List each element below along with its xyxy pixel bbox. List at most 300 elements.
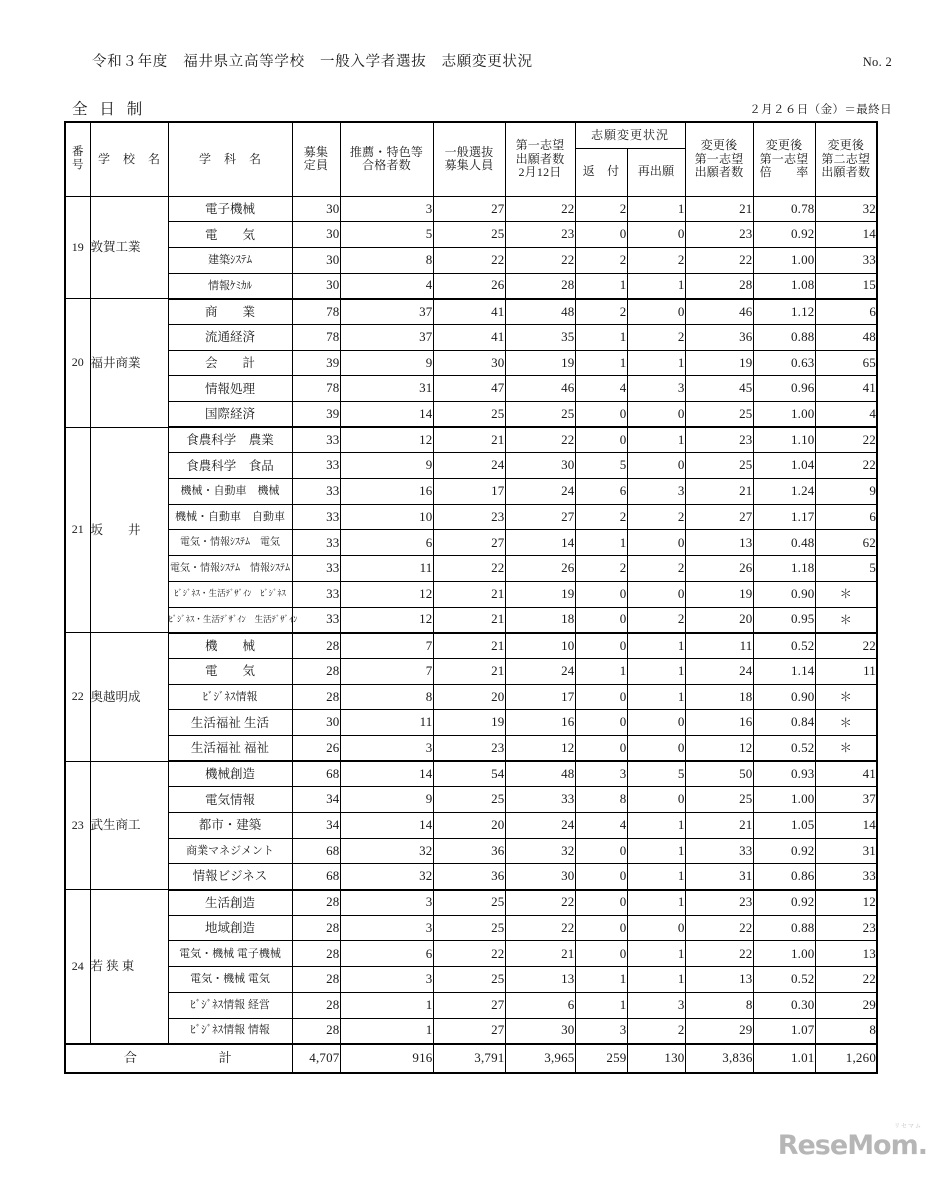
table-header (65, 122, 877, 196)
department-name: ﾋﾞｼﾞﾈｽ情報 情報 (168, 1018, 292, 1044)
table-row (65, 453, 877, 479)
total-label-right: 計 (218, 1049, 234, 1065)
watermark-ruby: リセマム (894, 1123, 922, 1130)
document-header (92, 50, 892, 71)
after-second-value: 33 (815, 247, 877, 273)
after-ratio-value: 1.14 (753, 658, 815, 684)
recommended-value: 14 (340, 402, 433, 428)
after-first-value: 19 (685, 581, 753, 607)
table-row (65, 273, 877, 299)
col-header-department: 学 科 名 (168, 122, 292, 196)
returned-value: 0 (575, 581, 627, 607)
total-after-second: 1,260 (815, 1044, 877, 1073)
quota-value: 28 (292, 1018, 340, 1044)
returned-value: 2 (575, 299, 627, 325)
general-quota-value: 21 (433, 633, 505, 659)
after-ratio-value: 1.10 (753, 427, 815, 453)
recommended-value: 11 (340, 556, 433, 582)
after-first-value: 33 (685, 838, 753, 864)
after-ratio-value: 0.90 (753, 581, 815, 607)
first-choice-value: 18 (505, 607, 575, 633)
quota-value: 28 (292, 658, 340, 684)
after-first-value: 12 (685, 735, 753, 761)
returned-value: 2 (575, 247, 627, 273)
school-name: 武生商工 (90, 761, 168, 889)
first-choice-value: 22 (505, 427, 575, 453)
table-row (65, 967, 877, 993)
after-second-value: 22 (815, 633, 877, 659)
col-header-returned: 返 付 (575, 148, 627, 196)
quota-value: 33 (292, 607, 340, 633)
department-name: 地域創造 (168, 915, 292, 941)
after-ratio-value: 0.95 (753, 607, 815, 633)
quota-value: 28 (292, 915, 340, 941)
recommended-value: 12 (340, 581, 433, 607)
after-first-value: 27 (685, 504, 753, 530)
reapplied-value: 2 (627, 607, 685, 633)
col-header-recommended: 推薦・特色等 合格者数 (340, 122, 433, 196)
reapplied-value: 2 (627, 504, 685, 530)
returned-value: 0 (575, 402, 627, 428)
table-row (65, 915, 877, 941)
after-ratio-value: 1.00 (753, 402, 815, 428)
after-ratio-value: 0.93 (753, 761, 815, 787)
after-ratio-value: 0.88 (753, 915, 815, 941)
school-number: 19 (65, 196, 90, 299)
first-choice-value: 22 (505, 915, 575, 941)
after-first-value: 28 (685, 273, 753, 299)
table-row (65, 813, 877, 839)
general-quota-value: 27 (433, 196, 505, 222)
table-row (65, 324, 877, 350)
recommended-value: 37 (340, 299, 433, 325)
quota-value: 33 (292, 581, 340, 607)
after-ratio-value: 0.90 (753, 684, 815, 710)
table-row (65, 479, 877, 505)
after-second-value: 14 (815, 813, 877, 839)
school-number: 24 (65, 890, 90, 1044)
quota-value: 34 (292, 787, 340, 813)
after-second-value: 22 (815, 453, 877, 479)
returned-value: 0 (575, 684, 627, 710)
recommended-value: 14 (340, 813, 433, 839)
general-quota-value: 23 (433, 504, 505, 530)
general-quota-value: 25 (433, 787, 505, 813)
after-ratio-value: 1.04 (753, 453, 815, 479)
returned-value: 0 (575, 941, 627, 967)
reapplied-value: 1 (627, 864, 685, 890)
returned-value: 2 (575, 504, 627, 530)
recommended-value: 3 (340, 967, 433, 993)
quota-value: 33 (292, 504, 340, 530)
recommended-value: 11 (340, 710, 433, 736)
first-choice-value: 24 (505, 813, 575, 839)
total-recommended: 916 (340, 1044, 433, 1073)
reapplied-value: 2 (627, 247, 685, 273)
recommended-value: 3 (340, 915, 433, 941)
after-second-value: 33 (815, 864, 877, 890)
department-name: 電子機械 (168, 196, 292, 222)
after-first-value: 45 (685, 376, 753, 402)
department-name: 情報ｹﾐｶﾙ (168, 273, 292, 299)
general-quota-value: 22 (433, 247, 505, 273)
first-choice-value: 25 (505, 402, 575, 428)
after-first-value: 21 (685, 196, 753, 222)
table-row (65, 504, 877, 530)
reapplied-value: 1 (627, 427, 685, 453)
after-first-value: 22 (685, 915, 753, 941)
table-row (65, 735, 877, 761)
general-quota-value: 21 (433, 607, 505, 633)
after-ratio-value: 0.92 (753, 890, 815, 916)
first-choice-value: 27 (505, 504, 575, 530)
first-choice-value: 23 (505, 222, 575, 248)
table-row (65, 1018, 877, 1044)
recommended-value: 31 (340, 376, 433, 402)
page-title: 令和３年度 福井県立高等学校 一般入学者選抜 志願変更状況 (92, 54, 533, 70)
general-quota-value: 47 (433, 376, 505, 402)
first-choice-value: 24 (505, 479, 575, 505)
recommended-value: 3 (340, 196, 433, 222)
total-label-left: 合 (123, 1049, 139, 1065)
after-second-value: 8 (815, 1018, 877, 1044)
general-quota-value: 27 (433, 530, 505, 556)
general-quota-value: 27 (433, 1018, 505, 1044)
after-ratio-value: 0.63 (753, 350, 815, 376)
after-first-value: 18 (685, 684, 753, 710)
after-first-value: 11 (685, 633, 753, 659)
general-quota-value: 22 (433, 941, 505, 967)
table-row (65, 710, 877, 736)
returned-value: 0 (575, 864, 627, 890)
general-quota-value: 41 (433, 299, 505, 325)
general-quota-value: 36 (433, 838, 505, 864)
after-first-value: 16 (685, 710, 753, 736)
department-name: ﾋﾞｼﾞﾈｽ・生活ﾃﾞｻﾞｲﾝ 生活ﾃﾞｻﾞｲﾝ (168, 607, 292, 633)
returned-value: 0 (575, 607, 627, 633)
recommended-value: 3 (340, 735, 433, 761)
quota-value: 34 (292, 813, 340, 839)
after-second-value: 6 (815, 299, 877, 325)
page-number: No. 2 (862, 55, 892, 69)
after-first-value: 13 (685, 530, 753, 556)
department-name: 電気・情報ｼｽﾃﾑ 情報ｼｽﾃﾑ (168, 556, 292, 582)
department-name: 機械・自動車 自動車 (168, 504, 292, 530)
after-second-value: 5 (815, 556, 877, 582)
quota-value: 26 (292, 735, 340, 761)
returned-value: 8 (575, 787, 627, 813)
table-row (65, 556, 877, 582)
recommended-value: 3 (340, 890, 433, 916)
general-quota-value: 19 (433, 710, 505, 736)
after-ratio-value: 0.96 (753, 376, 815, 402)
quota-value: 33 (292, 427, 340, 453)
after-ratio-value: 0.48 (753, 530, 815, 556)
after-second-value: ＊ (815, 735, 877, 761)
reapplied-value: 3 (627, 479, 685, 505)
recommended-value: 12 (340, 427, 433, 453)
department-name: 生活福祉 福祉 (168, 735, 292, 761)
recommended-value: 7 (340, 658, 433, 684)
first-choice-value: 6 (505, 992, 575, 1018)
total-first-choice: 3,965 (505, 1044, 575, 1073)
school-name: 福井商業 (90, 299, 168, 427)
general-quota-value: 21 (433, 427, 505, 453)
after-ratio-value: 0.78 (753, 196, 815, 222)
quota-value: 39 (292, 350, 340, 376)
general-quota-value: 25 (433, 402, 505, 428)
quota-value: 30 (292, 196, 340, 222)
quota-value: 28 (292, 890, 340, 916)
reapplied-value: 1 (627, 967, 685, 993)
department-name: 機械創造 (168, 761, 292, 787)
first-choice-value: 22 (505, 247, 575, 273)
department-name: 電 気 (168, 658, 292, 684)
table-row (65, 864, 877, 890)
reapplied-value: 0 (627, 787, 685, 813)
after-first-value: 21 (685, 479, 753, 505)
recommended-value: 7 (340, 633, 433, 659)
table-row (65, 787, 877, 813)
after-second-value: 4 (815, 402, 877, 428)
first-choice-value: 46 (505, 376, 575, 402)
table-row (65, 581, 877, 607)
reapplied-value: 0 (627, 735, 685, 761)
department-name: ﾋﾞｼﾞﾈｽ・生活ﾃﾞｻﾞｲﾝ ﾋﾞｼﾞﾈｽ (168, 581, 292, 607)
general-quota-value: 22 (433, 556, 505, 582)
school-number: 22 (65, 633, 90, 761)
quota-value: 39 (292, 402, 340, 428)
reapplied-value: 1 (627, 658, 685, 684)
recommended-value: 1 (340, 992, 433, 1018)
total-label (65, 1044, 292, 1073)
reapplied-value: 0 (627, 530, 685, 556)
reapplied-value: 0 (627, 453, 685, 479)
reapplied-value: 1 (627, 350, 685, 376)
quota-value: 78 (292, 299, 340, 325)
reapplied-value: 0 (627, 710, 685, 736)
returned-value: 2 (575, 196, 627, 222)
col-header-after-second-applicants: 変更後 第二志望 出願者数 (815, 122, 877, 196)
after-second-value: 14 (815, 222, 877, 248)
after-first-value: 19 (685, 350, 753, 376)
reapplied-value: 0 (627, 915, 685, 941)
reapplied-value: 2 (627, 324, 685, 350)
after-second-value: 37 (815, 787, 877, 813)
school-name: 敦賀工業 (90, 196, 168, 299)
quota-value: 68 (292, 838, 340, 864)
department-name: 電気・機械 電気 (168, 967, 292, 993)
after-second-value: 48 (815, 324, 877, 350)
reapplied-value: 0 (627, 581, 685, 607)
first-choice-value: 16 (505, 710, 575, 736)
quota-value: 68 (292, 761, 340, 787)
table-row (65, 247, 877, 273)
mode-label: 全 日 制 (72, 101, 147, 118)
quota-value: 78 (292, 324, 340, 350)
after-second-value: 62 (815, 530, 877, 556)
general-quota-value: 54 (433, 761, 505, 787)
general-quota-value: 25 (433, 890, 505, 916)
after-second-value: ＊ (815, 684, 877, 710)
after-second-value: ＊ (815, 581, 877, 607)
department-name: 電気情報 (168, 787, 292, 813)
table-row (65, 838, 877, 864)
after-first-value: 46 (685, 299, 753, 325)
department-name: 食農科学 食品 (168, 453, 292, 479)
quota-value: 33 (292, 453, 340, 479)
watermark-text (777, 1123, 927, 1161)
col-header-after-ratio: 変更後 第一志望 倍 率 (753, 122, 815, 196)
first-choice-value: 13 (505, 967, 575, 993)
general-quota-value: 23 (433, 735, 505, 761)
after-ratio-value: 1.12 (753, 299, 815, 325)
reapplied-value: 1 (627, 684, 685, 710)
after-first-value: 50 (685, 761, 753, 787)
table-body (65, 196, 877, 1073)
reapplied-value: 1 (627, 941, 685, 967)
after-ratio-value: 1.00 (753, 941, 815, 967)
after-first-value: 8 (685, 992, 753, 1018)
department-name: 国際経済 (168, 402, 292, 428)
school-name: 坂 井 (90, 427, 168, 633)
reapplied-value: 1 (627, 273, 685, 299)
returned-value: 5 (575, 453, 627, 479)
reapplied-value: 2 (627, 556, 685, 582)
recommended-value: 6 (340, 941, 433, 967)
first-choice-value: 26 (505, 556, 575, 582)
table-row (65, 350, 877, 376)
after-second-value: 9 (815, 479, 877, 505)
col-header-quota: 募集 定員 (292, 122, 340, 196)
returned-value: 1 (575, 350, 627, 376)
department-name: 電 気 (168, 222, 292, 248)
quota-value: 28 (292, 967, 340, 993)
admission-statistics-table (64, 121, 878, 1074)
school-number: 23 (65, 761, 90, 889)
table-row (65, 684, 877, 710)
quota-value: 78 (292, 376, 340, 402)
department-name: 流通経済 (168, 324, 292, 350)
table-row (65, 530, 877, 556)
first-choice-value: 48 (505, 761, 575, 787)
department-name: 商業マネジメント (168, 838, 292, 864)
after-first-value: 24 (685, 658, 753, 684)
after-second-value: 41 (815, 376, 877, 402)
reapplied-value: 1 (627, 813, 685, 839)
reapplied-value: 3 (627, 992, 685, 1018)
first-choice-value: 14 (505, 530, 575, 556)
after-ratio-value: 1.17 (753, 504, 815, 530)
returned-value: 3 (575, 1018, 627, 1044)
quota-value: 30 (292, 247, 340, 273)
reapplied-value: 3 (627, 376, 685, 402)
recommended-value: 8 (340, 247, 433, 273)
table-row (65, 761, 877, 787)
after-second-value: 41 (815, 761, 877, 787)
recommended-value: 10 (340, 504, 433, 530)
department-name: 建築ｼｽﾃﾑ (168, 247, 292, 273)
general-quota-value: 25 (433, 915, 505, 941)
school-number: 21 (65, 427, 90, 633)
after-first-value: 36 (685, 324, 753, 350)
returned-value: 0 (575, 710, 627, 736)
first-choice-value: 19 (505, 350, 575, 376)
quota-value: 33 (292, 530, 340, 556)
total-quota: 4,707 (292, 1044, 340, 1073)
first-choice-value: 17 (505, 684, 575, 710)
department-name: 電気・情報ｼｽﾃﾑ 電気 (168, 530, 292, 556)
recommended-value: 5 (340, 222, 433, 248)
general-quota-value: 21 (433, 581, 505, 607)
after-first-value: 26 (685, 556, 753, 582)
first-choice-value: 30 (505, 453, 575, 479)
quota-value: 30 (292, 222, 340, 248)
quota-value: 28 (292, 633, 340, 659)
recommended-value: 4 (340, 273, 433, 299)
table-row (65, 992, 877, 1018)
returned-value: 1 (575, 658, 627, 684)
table-row (65, 402, 877, 428)
returned-value: 3 (575, 761, 627, 787)
general-quota-value: 26 (433, 273, 505, 299)
recommended-value: 9 (340, 787, 433, 813)
first-choice-value: 24 (505, 658, 575, 684)
after-ratio-value: 1.00 (753, 247, 815, 273)
general-quota-value: 41 (433, 324, 505, 350)
first-choice-value: 30 (505, 864, 575, 890)
recommended-value: 32 (340, 864, 433, 890)
returned-value: 1 (575, 530, 627, 556)
quota-value: 33 (292, 556, 340, 582)
returned-value: 0 (575, 633, 627, 659)
first-choice-value: 22 (505, 890, 575, 916)
after-second-value: 32 (815, 196, 877, 222)
school-name: 若 狭 東 (90, 890, 168, 1044)
returned-value: 0 (575, 222, 627, 248)
total-general-quota: 3,791 (433, 1044, 505, 1073)
after-first-value: 23 (685, 222, 753, 248)
after-second-value: 31 (815, 838, 877, 864)
after-first-value: 29 (685, 1018, 753, 1044)
after-first-value: 25 (685, 787, 753, 813)
col-header-change-group: 志願変更状況 (575, 122, 685, 148)
first-choice-value: 30 (505, 1018, 575, 1044)
reapplied-value: 1 (627, 633, 685, 659)
after-ratio-value: 1.05 (753, 813, 815, 839)
after-first-value: 31 (685, 864, 753, 890)
after-ratio-value: 0.92 (753, 838, 815, 864)
reapplied-value: 0 (627, 402, 685, 428)
resemom-watermark (777, 1123, 927, 1161)
after-ratio-value: 1.07 (753, 1018, 815, 1044)
col-header-school: 学 校 名 (90, 122, 168, 196)
department-name: 食農科学 農業 (168, 427, 292, 453)
after-second-value: 65 (815, 350, 877, 376)
general-quota-value: 20 (433, 813, 505, 839)
reapplied-value: 1 (627, 890, 685, 916)
recommended-value: 8 (340, 684, 433, 710)
department-name: ﾋﾞｼﾞﾈｽ情報 (168, 684, 292, 710)
recommended-value: 14 (340, 761, 433, 787)
general-quota-value: 27 (433, 992, 505, 1018)
total-returned: 259 (575, 1044, 627, 1073)
returned-value: 1 (575, 324, 627, 350)
department-name: 商 業 (168, 299, 292, 325)
col-header-after-first-applicants: 変更後 第一志望 出願者数 (685, 122, 753, 196)
subheader (72, 97, 892, 119)
after-second-value: 11 (815, 658, 877, 684)
